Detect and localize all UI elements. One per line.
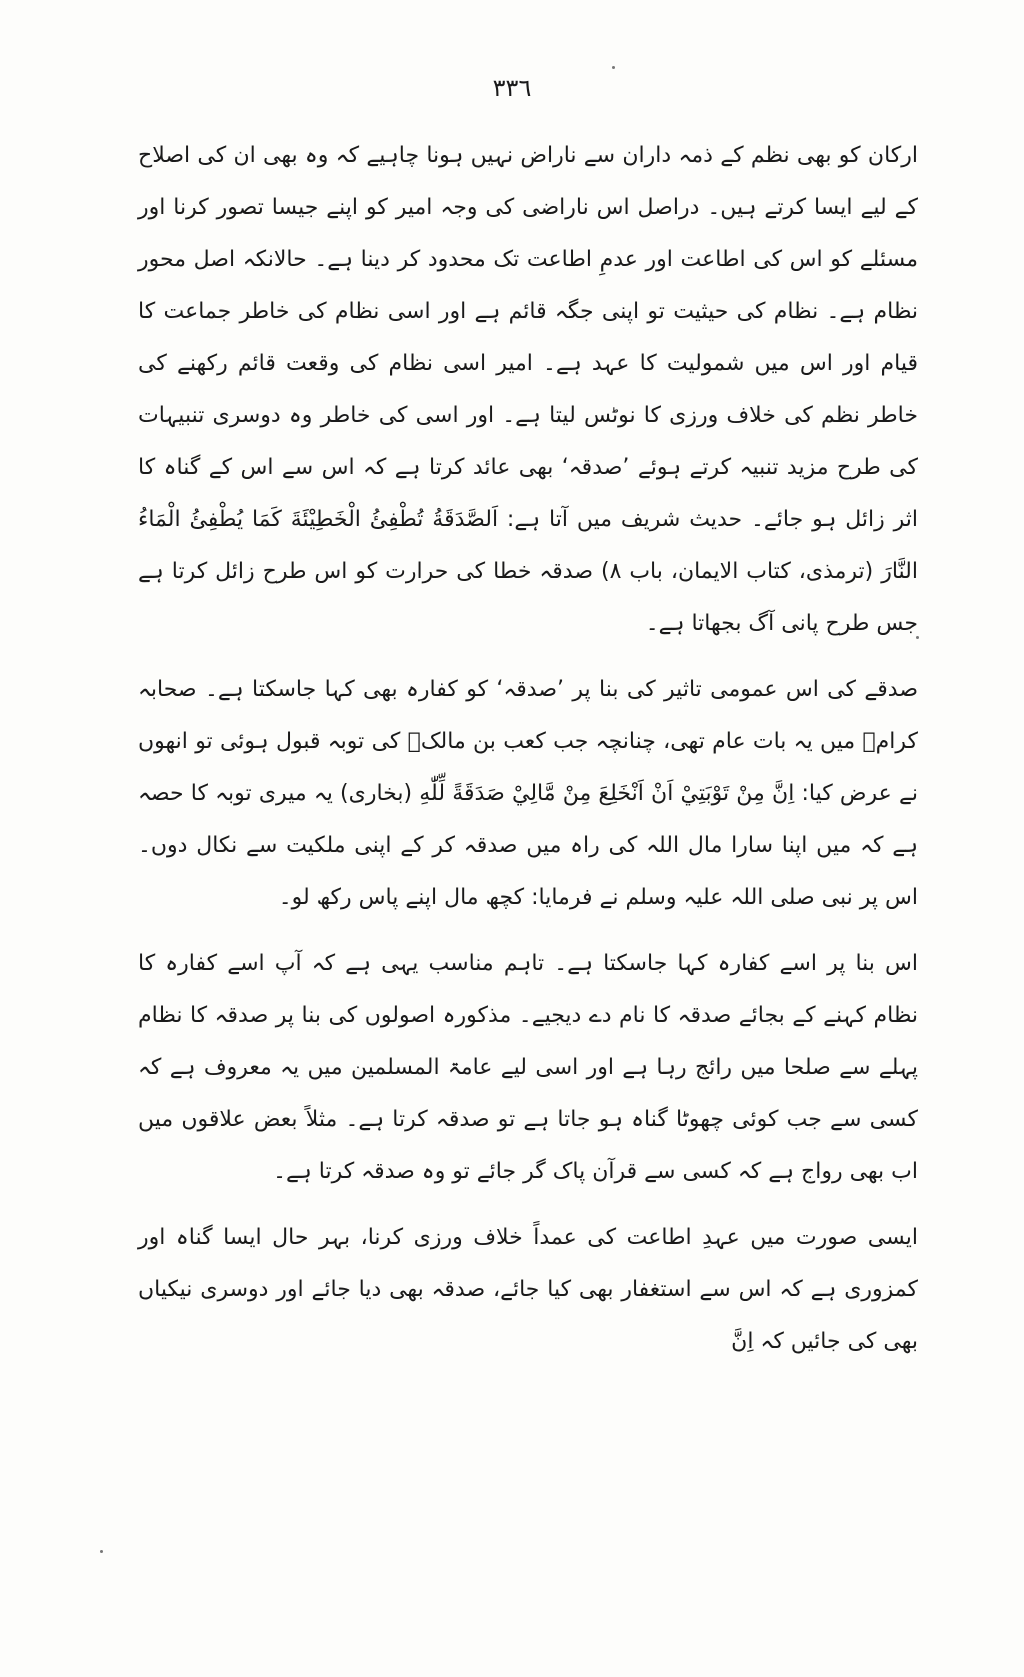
page-number: ۳۳٦ (492, 74, 532, 102)
paragraph-2: صدقے کی اس عمومی تاثیر کی بنا پر ’صدقہ‘ کو کفارہ بھی کہا جاسکتا ہے۔ صحابہ کرامؓ میں یہ بات عام تھی، چنانچہ جب کعب بن مالکؓ کی توبہ قبول ہوئی تو انھوں نے عرض کیا: اِنَّ مِنْ تَوْبَتِيْ اَنْ اَنْخَلِعَ مِنْ مَّالِيْ صَدَقَةً لِّلّٰهِ (بخاری) یہ میری توبہ کا حصہ ہے کہ میں اپنا سارا مال اللہ کی راہ میں صدقہ کر کے اپنی ملکیت سے نکال دوں۔ اس پر نبی صلی اللہ علیہ وسلم نے فرمایا: کچھ مال اپنے پاس رکھ لو۔ (138, 677, 918, 910)
body-text (138, 130, 918, 1382)
scan-speck (100, 1550, 103, 1553)
paragraph-4: ایسی صورت میں عہدِ اطاعت کی عمداً خلاف ورزی کرنا، بہر حال ایسا گناہ اور کمزوری ہے کہ اس سے استغفار بھی کیا جائے، صدقہ بھی دیا جائے اور دوسری نیکیاں بھی کی جائیں کہ اِنَّ (138, 1225, 918, 1354)
scan-speck (612, 66, 615, 69)
paragraph-3: اس بنا پر اسے کفارہ کہا جاسکتا ہے۔ تاہم مناسب یہی ہے کہ آپ اسے کفارہ کا نظام کہنے کے بجائے صدقہ کا نام دے دیجیے۔ مذکورہ اصولوں کی بنا پر صدقہ کا نظام پہلے سے صلحا میں رائج رہا ہے اور اسی لیے عامۃ المسلمین میں یہ معروف ہے کہ کسی سے جب کوئی چھوٹا گناہ ہو جاتا ہے تو صدقہ کرتا ہے۔ مثلاً بعض علاقوں میں اب بھی رواج ہے کہ کسی سے قرآن پاک گر جائے تو وہ صدقہ کرتا ہے۔ (138, 951, 918, 1184)
scan-speck (916, 636, 919, 639)
paragraph-1: ارکان کو بھی نظم کے ذمہ داران سے ناراض نہیں ہونا چاہیے کہ وہ بھی ان کی اصلاح کے لیے ایسا کرتے ہیں۔ دراصل اس ناراضی کی وجہ امیر کو اپنے جیسا تصور کرنا اور مسئلے کو اس کی اطاعت اور عدمِ اطاعت تک محدود کر دینا ہے۔ حالانکہ اصل محور نظام ہے۔ نظام کی حیثیت تو اپنی جگہ قائم ہے اور اسی نظام کی خاطر جماعت کا قیام اور اس میں شمولیت کا عہد ہے۔ امیر اسی نظام کی وقعت قائم رکھنے کی خاطر نظم کی خلاف ورزی کا نوٹس لیتا ہے۔ اور اسی کی خاطر وہ دوسری تنبیہات کی طرح مزید تنبیہ کرتے ہوئے ’صدقہ‘ بھی عائد کرتا ہے کہ اس سے اس کے گناہ کا اثر زائل ہو جائے۔ حدیث شریف میں آتا ہے: اَلصَّدَقَةُ تُطْفِئُ الْخَطِيْئَةَ كَمَا يُطْفِئُ الْمَاءُ النَّارَ (ترمذی، کتاب الایمان، باب ۸) صدقہ خطا کی حرارت کو اس طرح زائل کرتا ہے جس طرح پانی آگ بجھاتا ہے۔ (138, 143, 918, 636)
